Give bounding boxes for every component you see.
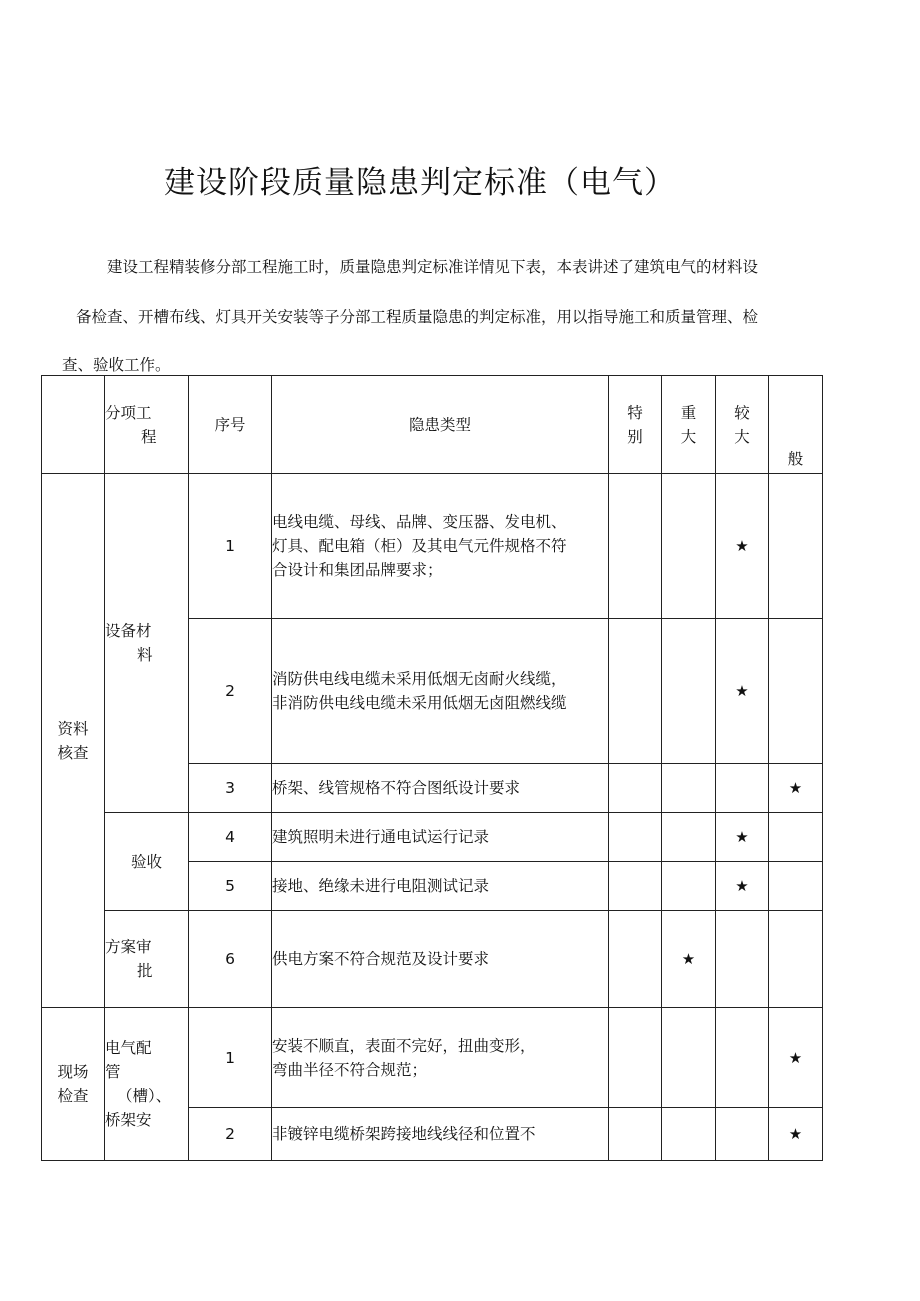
larger-star-mark: ★ — [716, 474, 769, 619]
hazard-cell: 电线电缆、母线、品牌、变压器、发电机、 灯具、配电箱（柜）及其电气元件规格不符 合设计和集团品牌要求； — [272, 474, 609, 619]
header-seq: 序号 — [189, 376, 272, 474]
seq-cell: 2 — [189, 619, 272, 764]
intro-line-2: 备检查、开槽布线、灯具开关安装等子分部工程质量隐患的判定标准，用以指导施工和质量管理、检 — [76, 308, 759, 326]
special-cell — [609, 911, 662, 1008]
general-star-mark: ★ — [769, 1008, 823, 1108]
special-cell — [609, 474, 662, 619]
intro-line-3: 查、验收工作。 — [62, 356, 171, 374]
table-row — [42, 1008, 823, 1108]
hazard-cell: 接地、绝缘未进行电阻测试记录 — [272, 862, 609, 911]
major-cell — [662, 862, 716, 911]
seq-cell: 6 — [189, 911, 272, 1008]
larger-star-mark: ★ — [716, 862, 769, 911]
table-row — [42, 813, 823, 862]
hazard-cell: 建筑照明未进行通电试运行记录 — [272, 813, 609, 862]
subproject-plan-approval: 方案审 批 — [105, 911, 189, 1008]
header-major: 重 大 — [662, 376, 716, 474]
general-cell — [769, 862, 823, 911]
subproject-conduit: 电气配 管 （槽）、 桥架安 — [105, 1008, 189, 1161]
seq-cell: 2 — [189, 1108, 272, 1161]
group-site-check: 现场 检查 — [42, 1008, 105, 1161]
larger-cell — [716, 1108, 769, 1161]
hazard-cell: 非镀锌电缆桥架跨接地线线径和位置不 — [272, 1108, 609, 1161]
group-docs-check: 资料 核查 — [42, 474, 105, 1008]
header-subproject: 分项工 程 — [105, 376, 189, 474]
header-special: 特 别 — [609, 376, 662, 474]
special-cell — [609, 764, 662, 813]
general-cell — [769, 619, 823, 764]
larger-cell — [716, 911, 769, 1008]
general-cell — [769, 813, 823, 862]
special-cell — [609, 1008, 662, 1108]
header-larger: 较 大 — [716, 376, 769, 474]
seq-cell: 4 — [189, 813, 272, 862]
hazard-cell: 桥架、线管规格不符合图纸设计要求 — [272, 764, 609, 813]
larger-cell — [716, 1008, 769, 1108]
intro-line-1: 建设工程精装修分部工程施工时，质量隐患判定标准详情见下表，本表讲述了建筑电气的材料设 — [107, 258, 759, 276]
table-row — [42, 911, 823, 1008]
major-cell — [662, 619, 716, 764]
subproject-acceptance: 验收 — [105, 813, 189, 911]
seq-cell: 3 — [189, 764, 272, 813]
general-star-mark: ★ — [769, 764, 823, 813]
larger-cell — [716, 764, 769, 813]
special-cell — [609, 862, 662, 911]
major-cell — [662, 474, 716, 619]
major-cell — [662, 1108, 716, 1161]
seq-cell: 1 — [189, 474, 272, 619]
seq-cell: 5 — [189, 862, 272, 911]
hazard-standard-table — [41, 375, 823, 1161]
major-star-mark: ★ — [662, 911, 716, 1008]
special-cell — [609, 619, 662, 764]
larger-star-mark: ★ — [716, 813, 769, 862]
hazard-cell: 供电方案不符合规范及设计要求 — [272, 911, 609, 1008]
major-cell — [662, 1008, 716, 1108]
subproject-equipment: 设备材 料 — [105, 474, 189, 813]
header-general: 般 — [769, 376, 823, 474]
page-title: 建设阶段质量隐患判定标准（电气） — [164, 165, 676, 201]
table-row — [42, 474, 823, 619]
seq-cell: 1 — [189, 1008, 272, 1108]
hazard-cell: 消防供电线电缆未采用低烟无卤耐火线缆， 非消防供电线电缆未采用低烟无卤阻燃线缆 — [272, 619, 609, 764]
header-blank-cell — [42, 376, 105, 474]
general-star-mark: ★ — [769, 1108, 823, 1161]
general-cell — [769, 474, 823, 619]
general-cell — [769, 911, 823, 1008]
major-cell — [662, 764, 716, 813]
hazard-cell: 安装不顺直，表面不完好，扭曲变形， 弯曲半径不符合规范； — [272, 1008, 609, 1108]
special-cell — [609, 1108, 662, 1161]
special-cell — [609, 813, 662, 862]
larger-star-mark: ★ — [716, 619, 769, 764]
major-cell — [662, 813, 716, 862]
table-header-row — [42, 376, 823, 474]
header-hazard-type: 隐患类型 — [272, 376, 609, 474]
